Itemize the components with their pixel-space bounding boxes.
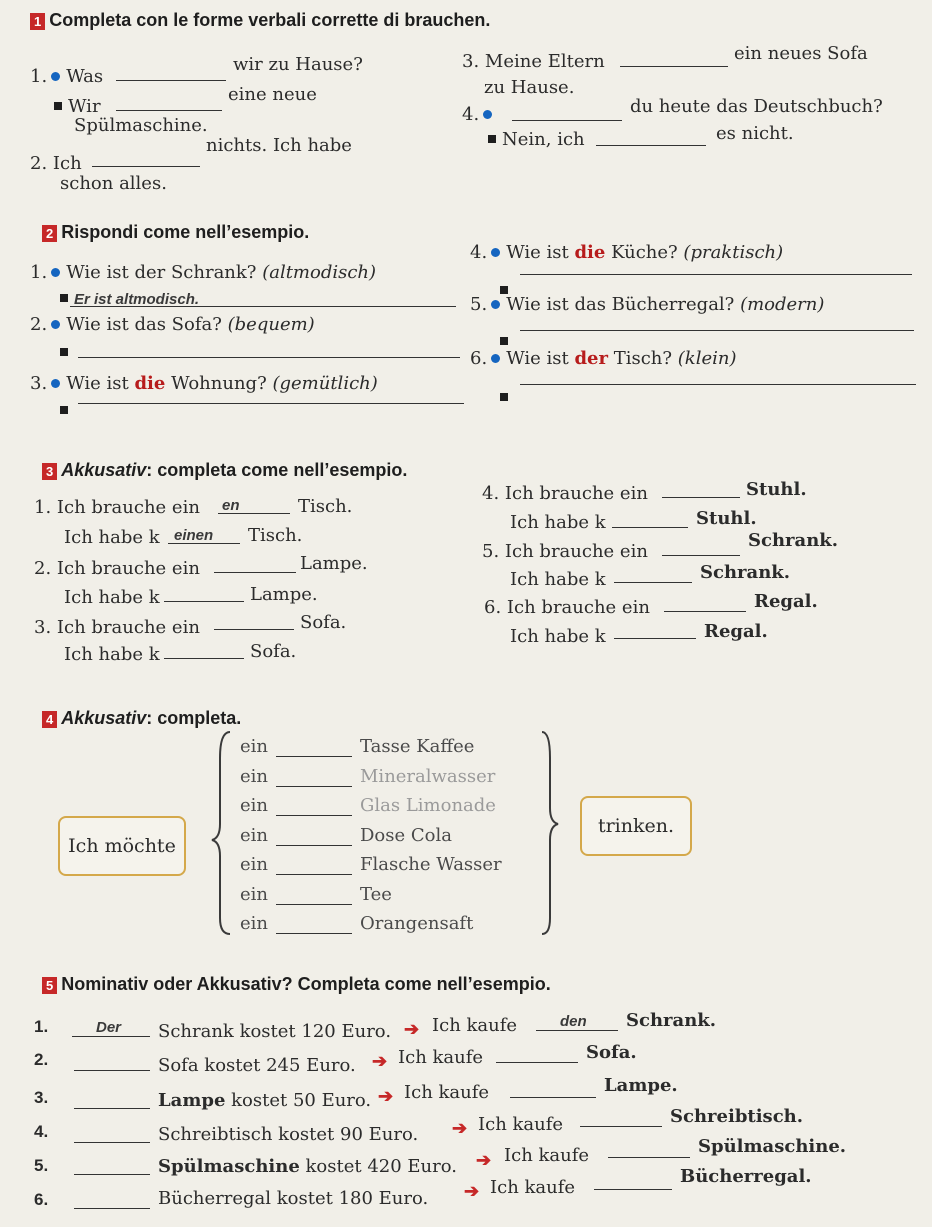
item-text: Ich brauche ein (506, 597, 650, 618)
bullet-square-icon (56, 401, 74, 420)
bullet-square-icon (496, 388, 514, 407)
example-answer: en (222, 497, 240, 514)
item-number: 1. (30, 262, 48, 283)
drink-article: ein (240, 795, 269, 816)
arrow-right-icon: ➔ (378, 1086, 394, 1107)
item-text: Meine Eltern (484, 51, 605, 72)
item-text: Bücherregal kostet 180 Euro. (158, 1188, 429, 1209)
item-text: Stuhl. (696, 508, 757, 529)
item-text: ein neues Sofa (734, 43, 868, 64)
question-text: Küche? (605, 242, 678, 263)
answer-blank[interactable] (596, 145, 706, 146)
answer-blank[interactable] (580, 1126, 662, 1127)
ex3-item6a (484, 597, 650, 618)
noun: Lampe (158, 1090, 226, 1111)
item-text: du heute das Deutschbuch? (630, 96, 883, 117)
item-number: 5. (34, 1156, 49, 1175)
drink-article: ein (240, 884, 269, 905)
example-answer: Er ist altmodisch. (74, 291, 200, 308)
ex2-q3 (30, 373, 378, 394)
item-text: Stuhl. (746, 479, 807, 500)
arrow-right-icon: ➔ (452, 1118, 468, 1139)
ex3-item5a (482, 541, 648, 562)
bullet-dot-icon (51, 72, 60, 81)
item-text: wir zu Hause? (233, 54, 363, 75)
answer-blank[interactable] (276, 815, 352, 816)
ex4-title-text: Akkusativ (61, 708, 147, 728)
answer-blank[interactable] (74, 1070, 150, 1071)
item-number: 3. (462, 51, 480, 72)
item-text: Sofa. (300, 612, 347, 633)
item-text: Ich brauche ein (504, 541, 648, 562)
answer-line[interactable] (520, 384, 916, 385)
bullet-dot-icon (491, 354, 500, 363)
item-text: Sofa kostet 245 Euro. (158, 1055, 356, 1076)
item-text: Schrank. (700, 562, 791, 583)
item-text: Ich habe k (64, 644, 160, 665)
answer-blank[interactable] (664, 611, 746, 612)
item-text: Nein, ich (502, 129, 585, 150)
item-number: 3. (34, 1088, 49, 1107)
answer-blank[interactable] (620, 66, 728, 67)
item-text: Ich brauche ein (56, 558, 200, 579)
item-text: Ich kaufe (398, 1047, 484, 1068)
hint-text: (modern) (740, 294, 825, 315)
hint-text: (praktisch) (683, 242, 784, 263)
hint-text: (gemütlich) (272, 373, 378, 394)
arrow-right-icon: ➔ (464, 1181, 480, 1202)
item-text: Ich (52, 153, 82, 174)
item-text: Tisch. (298, 496, 353, 517)
r3-text (158, 1090, 371, 1111)
item-number: 4. (34, 1122, 49, 1141)
answer-line[interactable] (78, 357, 460, 358)
bullet-dot-icon (51, 268, 60, 277)
drink-item: Tasse Kaffee (360, 736, 475, 757)
question-text: Wohnung? (165, 373, 267, 394)
item-number: 4. (462, 104, 480, 125)
answer-blank[interactable] (74, 1142, 150, 1143)
answer-blank[interactable] (116, 80, 226, 81)
item-text: Sofa. (586, 1042, 637, 1063)
item-text: Ich brauche ein (504, 483, 648, 504)
item-text: Ich habe k (510, 512, 606, 533)
bullet-dot-icon (51, 320, 60, 329)
drink-item: Tee (360, 884, 392, 905)
ex1-item1-line1 (30, 66, 103, 87)
ex3-item2a (34, 558, 200, 579)
ex4-title-text: : completa. (146, 708, 242, 728)
ex2-q2 (30, 314, 315, 335)
ex1-title-text: Completa con le forme verbali corrette di brauchen. (49, 10, 491, 30)
item-text: Regal. (704, 621, 768, 642)
answer-blank[interactable] (74, 1174, 150, 1175)
item-text: nichts. Ich habe (206, 135, 352, 156)
arrow-right-icon: ➔ (404, 1019, 420, 1040)
bullet-dot-icon (491, 300, 500, 309)
item-text: es nicht. (716, 123, 794, 144)
ex2-q4 (470, 242, 783, 263)
answer-blank[interactable] (164, 601, 244, 602)
ex3-item4a (482, 483, 648, 504)
drink-item: Mineralwasser (360, 766, 496, 787)
drink-article: ein (240, 825, 269, 846)
item-number: 6. (484, 597, 502, 618)
drink-article: ein (240, 854, 269, 875)
item-text: zu Hause. (484, 77, 575, 98)
answer-line[interactable] (520, 274, 912, 275)
ex2-q1 (30, 262, 376, 283)
ex1-item1-line2 (50, 96, 101, 117)
example-answer: Der (96, 1019, 122, 1036)
item-number: 1. (30, 66, 48, 87)
answer-blank[interactable] (614, 582, 692, 583)
arrow-right-icon: ➔ (476, 1150, 492, 1171)
ex1-number: 1 (30, 13, 45, 30)
ex1-item2 (30, 153, 82, 174)
question-text: Wie ist (506, 348, 575, 369)
bullet-dot-icon (491, 248, 500, 257)
item-text: Ich kaufe (504, 1145, 590, 1166)
left-brace (210, 728, 240, 938)
item-text: schon alles. (60, 173, 167, 194)
drink-article: ein (240, 913, 269, 934)
answer-line[interactable] (520, 330, 914, 331)
item-number: 4. (470, 242, 488, 263)
item-number: 2. (34, 1050, 49, 1069)
answer-blank[interactable] (276, 874, 352, 875)
item-number: 3. (30, 373, 48, 394)
trinken-box (580, 796, 692, 856)
item-text: Ich kaufe (432, 1015, 518, 1036)
article-highlight: der (574, 348, 608, 369)
item-text: Ich habe k (510, 626, 606, 647)
bullet-square-icon (488, 135, 496, 143)
item-text: Lampe. (300, 553, 368, 574)
answer-blank[interactable] (74, 1208, 150, 1209)
item-text: Lampe. (250, 584, 318, 605)
answer-line[interactable] (78, 403, 464, 404)
item-number: 2. (34, 558, 52, 579)
ex3-item1a (34, 497, 200, 518)
ex3-title (42, 460, 407, 481)
ex2-title (42, 222, 309, 243)
answer-blank[interactable] (164, 658, 244, 659)
example-answer: den (560, 1013, 587, 1030)
item-text: Ich brauche ein (56, 497, 200, 518)
example-answer: einen (174, 527, 214, 544)
item-number: 5. (482, 541, 500, 562)
answer-blank[interactable] (276, 904, 352, 905)
ex1-title (30, 10, 490, 31)
item-text: kostet 50 Euro. (225, 1090, 372, 1111)
item-number: 3. (34, 617, 52, 638)
ex1-item4-reply (484, 129, 585, 150)
item-text: Regal. (754, 591, 818, 612)
item-number: 5. (470, 294, 488, 315)
answer-line[interactable] (70, 306, 456, 307)
r5-text (158, 1156, 457, 1177)
answer-blank[interactable] (614, 638, 696, 639)
hint-text: (altmodisch) (262, 262, 377, 283)
answer-blank[interactable] (510, 1097, 596, 1098)
hint-text: (klein) (677, 348, 737, 369)
answer-blank[interactable] (92, 166, 200, 167)
item-text: Schreibtisch kostet 90 Euro. (158, 1124, 419, 1145)
item-text: kostet 420 Euro. (299, 1156, 457, 1177)
item-text: Ich kaufe (490, 1177, 576, 1198)
item-number: 2. (30, 314, 48, 335)
answer-blank[interactable] (536, 1030, 618, 1031)
answer-blank[interactable] (276, 845, 352, 846)
drink-item: Orangensaft (360, 913, 474, 934)
item-text: Sofa. (250, 641, 297, 662)
article-highlight: die (134, 373, 166, 394)
noun: Spülmaschine (158, 1156, 300, 1177)
answer-blank[interactable] (512, 120, 622, 121)
item-text: Tisch. (248, 525, 303, 546)
answer-blank[interactable] (74, 1108, 150, 1109)
answer-blank[interactable] (276, 786, 352, 787)
answer-blank[interactable] (612, 527, 688, 528)
question-text: Wie ist das Bücherregal? (506, 294, 735, 315)
question-text: Wie ist (506, 242, 575, 263)
bullet-dot-icon (51, 379, 60, 388)
drink-article: ein (240, 766, 269, 787)
answer-blank[interactable] (214, 629, 294, 630)
item-number: 4. (482, 483, 500, 504)
ex3-title-text: Akkusativ (61, 460, 147, 480)
item-number: 6. (470, 348, 488, 369)
question-text: Wie ist (66, 373, 135, 394)
bullet-square-icon (56, 343, 74, 362)
drink-item: Flasche Wasser (360, 854, 502, 875)
ex2-title-text: Rispondi come nell’esempio. (61, 222, 310, 242)
answer-blank[interactable] (116, 110, 222, 111)
item-text: Ich habe k (510, 569, 606, 590)
item-text: Schreibtisch. (670, 1106, 804, 1127)
ex1-item4 (462, 104, 498, 125)
bullet-dot-icon (483, 110, 492, 119)
item-text: Ich kaufe (404, 1082, 490, 1103)
arrow-right-icon: ➔ (372, 1051, 388, 1072)
item-text: Ich habe k (64, 587, 160, 608)
box-text: trinken. (597, 815, 675, 837)
bullet-square-icon (54, 102, 62, 110)
ich-moechte-box (58, 816, 186, 876)
item-text: Wir (68, 96, 101, 117)
item-number: 1. (34, 1017, 49, 1036)
ex2-q6 (470, 348, 736, 369)
item-number: 6. (34, 1190, 49, 1209)
ex5-number: 5 (42, 977, 57, 994)
question-text: Tisch? (607, 348, 673, 369)
answer-blank[interactable] (608, 1157, 690, 1158)
article-highlight: die (574, 242, 606, 263)
ex3-item3a (34, 617, 200, 638)
answer-blank[interactable] (662, 497, 740, 498)
answer-blank[interactable] (72, 1036, 150, 1037)
answer-blank[interactable] (276, 933, 352, 934)
drink-item: Glas Limonade (360, 795, 496, 816)
question-text: Wie ist das Sofa? (66, 314, 222, 335)
item-text: Schrank. (626, 1010, 717, 1031)
item-text: Schrank kostet 120 Euro. (158, 1021, 392, 1042)
ex2-number: 2 (42, 225, 57, 242)
item-text: Was (66, 66, 104, 87)
drink-article: ein (240, 736, 269, 757)
item-number: 2. (30, 153, 48, 174)
item-text: Schrank. (748, 530, 839, 551)
answer-blank[interactable] (594, 1189, 672, 1190)
item-text: Ich habe k (64, 527, 160, 548)
ex1-item3 (462, 51, 605, 72)
answer-blank[interactable] (214, 572, 296, 573)
ex4-title (42, 708, 241, 729)
ex2-q5 (470, 294, 824, 315)
hint-text: (bequem) (227, 314, 315, 335)
right-brace (536, 728, 566, 938)
item-text: Spülmaschine. (698, 1136, 847, 1157)
item-text: Bücherregal. (680, 1166, 812, 1187)
ex3-number: 3 (42, 463, 57, 480)
item-text: Spülmaschine. (74, 115, 208, 136)
item-text: eine neue (228, 84, 317, 105)
bullet-square-icon (60, 294, 68, 302)
ex5-title-text: Nominativ oder Akkusativ? Completa come nell’esempio. (61, 974, 551, 994)
item-text: Ich brauche ein (56, 617, 200, 638)
item-text: Ich kaufe (478, 1114, 564, 1135)
ex4-number: 4 (42, 711, 57, 728)
question-text: Wie ist der Schrank? (66, 262, 257, 283)
ex5-title (42, 974, 551, 995)
drink-item: Dose Cola (360, 825, 452, 846)
answer-blank[interactable] (276, 756, 352, 757)
box-text: Ich möchte (68, 835, 176, 857)
answer-blank[interactable] (496, 1062, 578, 1063)
ex3-title-text: : completa come nell’esempio. (146, 460, 408, 480)
item-text: Lampe. (604, 1075, 678, 1096)
answer-blank[interactable] (662, 555, 740, 556)
item-number: 1. (34, 497, 52, 518)
